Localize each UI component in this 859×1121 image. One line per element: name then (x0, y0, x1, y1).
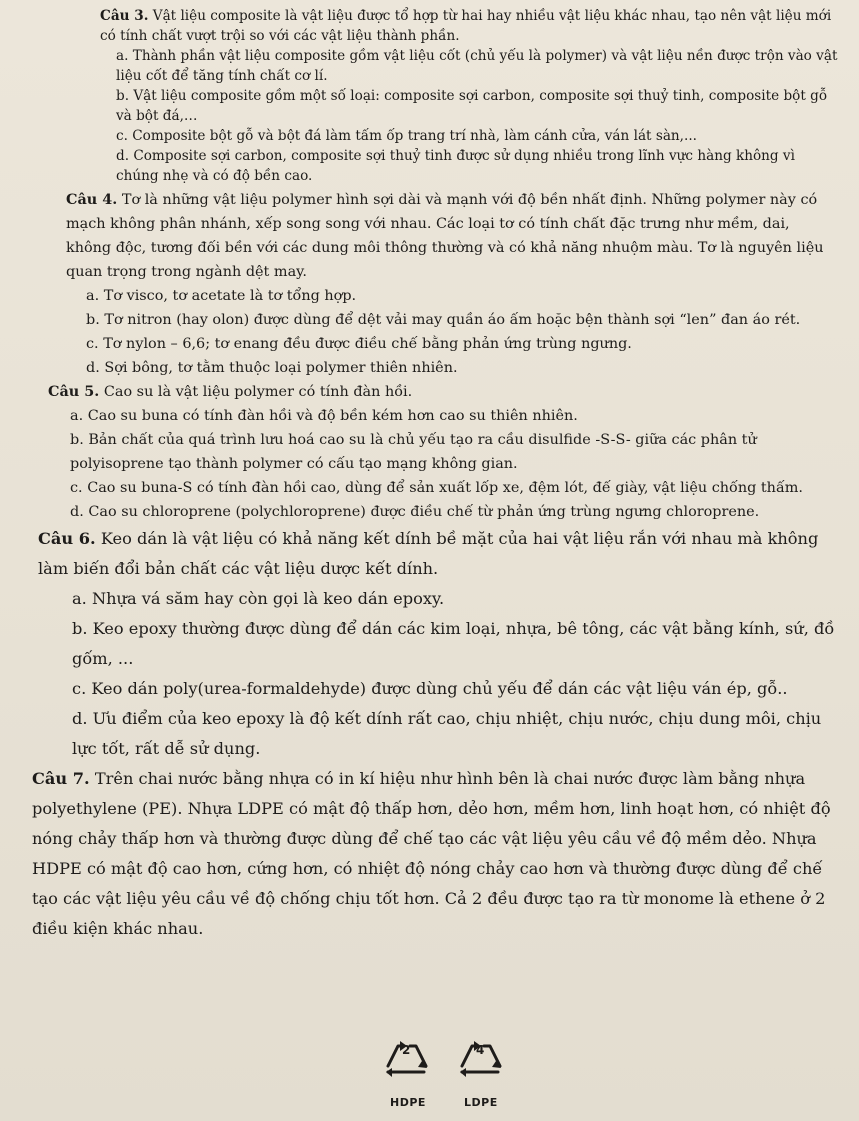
recycling-arrows-graphic (376, 1034, 536, 1094)
question-5-option-b: b. Bản chất của quá trình lưu hoá cao su là chủ yếu tạo ra cầu disulfide -S-S- giữa các phân tử polyisoprene tạo thành polymer có cấu tạo mạng không gian. (70, 432, 757, 472)
question-4-stem (66, 188, 839, 284)
question-4-option-a: a. Tơ visco, tơ acetate là tơ tổng hợp. (86, 288, 357, 304)
question-6-intro: Keo dán là vật liệu có khả năng kết dính bề mặt của hai vật liệu rắn với nhau mà không làm biến đổi bản chất các vật liệu dược kết dính. (38, 529, 819, 578)
question-3-option-b: b. Vật liệu composite gồm một số loại: composite sợi carbon, composite sợi thuỷ tinh, composite bột gỗ và bột đá,… (116, 88, 828, 124)
question-6-option-d: d. Ưu điểm của keo epoxy là độ kết dính rất cao, chịu nhiệt, chịu nước, chịu dung môi, chịu lực tốt, rất dễ sử dụng. (72, 709, 822, 758)
recycle-label-hdpe: HDPE (390, 1096, 426, 1109)
recycle-label-ldpe: LDPE (464, 1096, 498, 1109)
question-5-intro: Cao su là vật liệu polymer có tính đàn hồi. (99, 384, 413, 400)
question-3-option-d: d. Composite sợi carbon, composite sợi thuỷ tinh được sử dụng nhiều trong lĩnh vực hàng không vì chúng nhẹ và có độ bền cao. (116, 148, 795, 184)
recycle-arrow-right-1 (410, 1046, 426, 1066)
question-7 (32, 764, 839, 944)
question-4 (36, 188, 839, 380)
question-6-option-a: a. Nhựa vá săm hay còn gọi là keo dán epoxy. (72, 589, 445, 608)
question-7-intro: Trên chai nước bằng nhựa có in kí hiệu như hình bên là chai nước được làm bằng nhựa polyethylene (PE). Nhựa LDPE có mật độ thấp hơn, dẻo hơn, mềm hơn, linh hoạt hơn, có nhiệt độ nóng chảy thấp hơn và thường được dùng để chế tạo các vật liệu yêu cầu về độ mềm dẻo. Nhựa HDPE có mật độ cao hơn, cứng hơn, có nhiệt độ nóng chảy cao hơn và thường được dùng để chế tạo các vật liệu yêu cầu về độ chống chịu tốt hơn. Cả 2 đều được tạo ra từ monome là ethene ở 2 điều kiện khác nhau. (32, 769, 831, 938)
question-6-stem (38, 524, 839, 584)
question-4-option-d: d. Sợi bông, tơ tằm thuộc loại polymer thiên nhiên. (86, 360, 458, 376)
question-6-option-b: b. Keo epoxy thường được dùng để dán các kim loại, nhựa, bê tông, các vật bằng kính, sứ, đồ gốm, ... (72, 619, 835, 668)
question-3-intro: Vật liệu composite là vật liệu được tổ hợp từ hai hay nhiều vật liệu khác nhau, tạo nên vật liệu mới có tính chất vượt trội so với các vật liệu thành phần. (100, 8, 832, 44)
question-5-option-a: a. Cao su buna có tính đàn hồi và độ bền kém hơn cao su thiên nhiên. (70, 408, 578, 424)
question-4-intro: Tơ là những vật liệu polymer hình sợi dài và mạnh với độ bền nhất định. Những polymer này có mạch không phân nhánh, xếp song song với nhau. Các loại tơ có tính chất đặc trưng như mềm, dai, không độc, tương đối bền với các dung môi thông thường và có khả năng nhuộm màu. Tơ là nguyên liệu quan trọng trong ngành dệt may. (66, 192, 824, 280)
question-4-title: Câu 4. (66, 191, 118, 208)
question-5 (36, 380, 839, 524)
question-3-stem (100, 6, 839, 46)
question-5-option-c: c. Cao su buna-S có tính đàn hồi cao, dùng để sản xuất lốp xe, đệm lót, đế giày, vật liệu chống thấm. (70, 480, 803, 496)
question-3-option-c: c. Composite bột gỗ và bột đá làm tấm ốp trang trí nhà, làm cánh cửa, ván lát sàn,... (116, 128, 697, 144)
recycle-number-ldpe: 4 (476, 1043, 485, 1057)
question-7-title: Câu 7. (32, 769, 90, 788)
recycle-number-hdpe: 2 (402, 1043, 411, 1057)
question-3-title: Câu 3. (100, 8, 149, 24)
question-4-option-c: c. Tơ nylon – 6,6; tơ enang đều được điều chế bằng phản ứng trùng ngưng. (86, 336, 632, 352)
question-3-option-a: a. Thành phần vật liệu composite gồm vật liệu cốt (chủ yếu là polymer) và vật liệu nền được trộn vào vật liệu cốt để tăng tính chất cơ lí. (116, 48, 838, 84)
question-5-option-d: d. Cao su chloroprene (polychloroprene) được điều chế từ phản ứng trùng ngưng chloroprene. (70, 504, 760, 520)
recycling-symbols-figure (376, 1034, 536, 1114)
question-5-title: Câu 5. (48, 383, 100, 400)
recycle-arrow-right-2 (484, 1046, 500, 1066)
question-6 (36, 524, 839, 764)
question-7-stem (32, 764, 839, 944)
question-4-option-b: b. Tơ nitron (hay olon) được dùng để dệt vải may quần áo ấm hoặc bện thành sợi “len” đan áo rét. (86, 312, 801, 328)
question-5-stem (48, 380, 839, 404)
question-6-title: Câu 6. (38, 529, 96, 548)
question-3 (36, 6, 839, 186)
question-6-option-c: c. Keo dán poly(urea-formaldehyde) được dùng chủ yếu để dán các vật liệu ván ép, gỗ.. (72, 679, 788, 698)
